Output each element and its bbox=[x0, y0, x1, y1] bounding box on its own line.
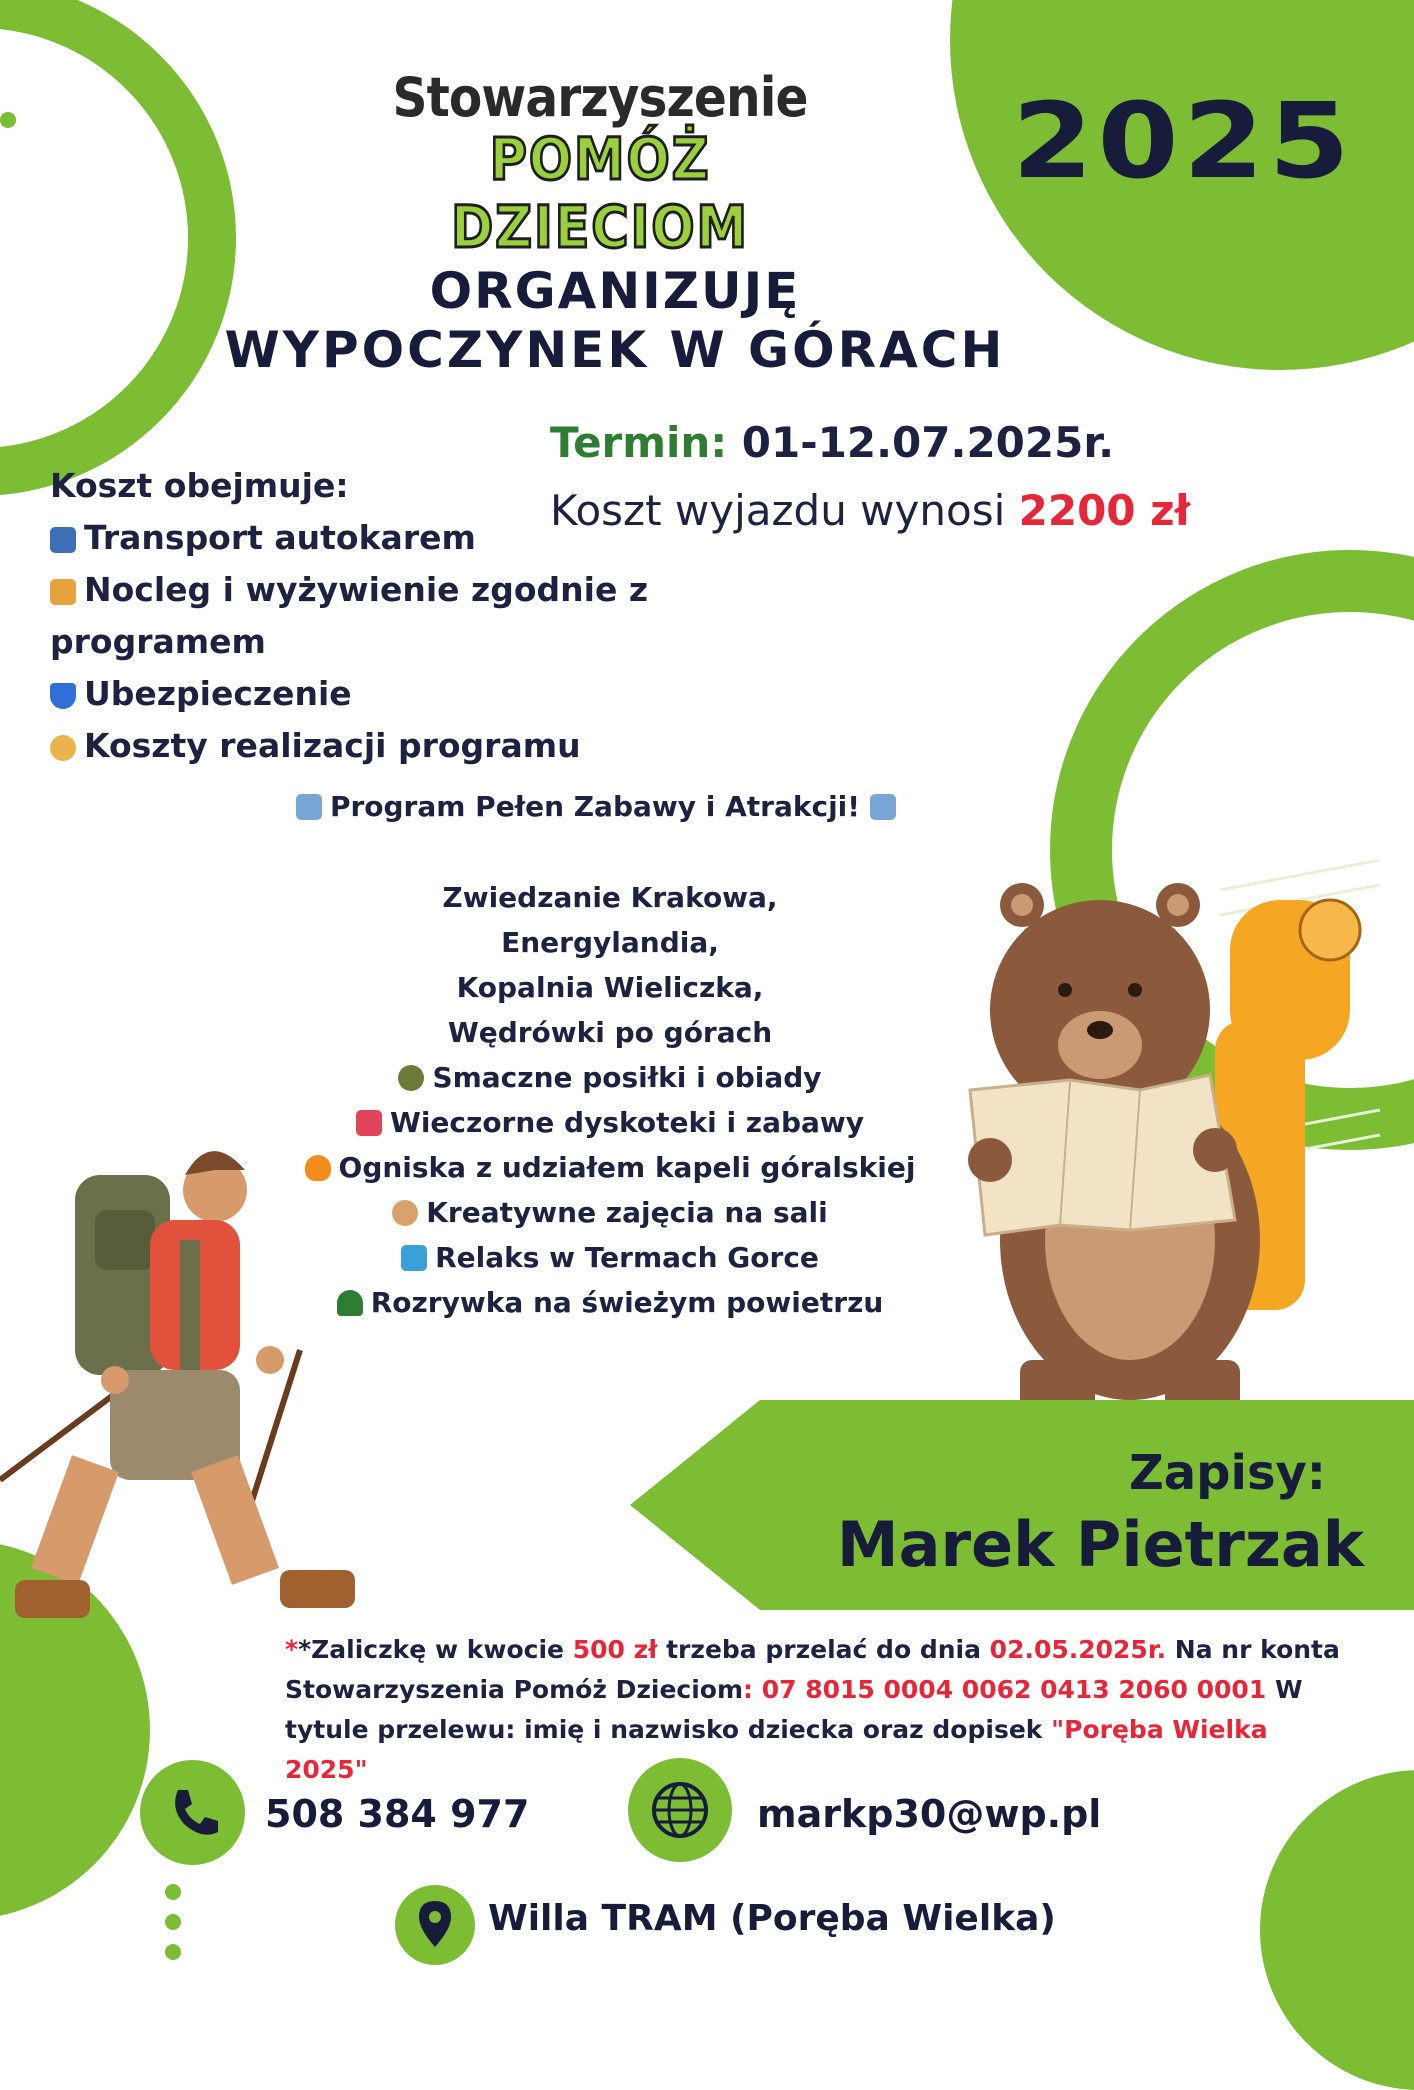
hotel-icon bbox=[50, 579, 76, 605]
term-dates: 01-12.07.2025r. bbox=[741, 418, 1115, 467]
org-name-line1: Stowarzyszenie bbox=[392, 66, 808, 129]
signup-label: Zapisy: bbox=[1128, 1445, 1326, 1501]
decor-circle-bottom-right bbox=[1260, 1770, 1414, 2090]
cost-heading: Koszt obejmuje: bbox=[50, 466, 349, 505]
location-icon-circle bbox=[395, 1885, 475, 1965]
palette-icon bbox=[392, 1200, 418, 1226]
cost-includes bbox=[50, 460, 650, 772]
program-item: Smaczne posiłki i obiady bbox=[210, 1055, 1010, 1100]
snowboarder-icon bbox=[296, 794, 322, 820]
deposit-amount: 500 zł bbox=[572, 1635, 658, 1664]
program-item: Zwiedzanie Krakowa, bbox=[442, 881, 778, 914]
price-text: Koszt wyjazdu wynosi bbox=[550, 486, 1006, 535]
program-item: Wieczorne dyskoteki i zabawy bbox=[210, 1100, 1010, 1145]
decor-dot bbox=[165, 1914, 181, 1930]
cost-item: Transport autokarem bbox=[50, 512, 650, 564]
program-title-row bbox=[200, 790, 1000, 823]
headline-line2: WYPOCZYNEK W GÓRACH bbox=[224, 321, 1006, 379]
bowl-icon bbox=[398, 1065, 424, 1091]
payment-note: **Zaliczkę w kwocie 500 zł trzeba przelać do dnia 02.05.2025r. Na nr konta Stowarzyszenia Pomóż Dzieciom: 07 8015 0004 0062 0413 2060 0001 W tytule przelewu: imię i nazwisko dziecka oraz dopisek "Poręba Wielka 2025" bbox=[285, 1635, 1340, 1784]
program-item: Kopalnia Wieliczka, bbox=[456, 971, 764, 1004]
cost-item: Nocleg i wyżywienie zgodnie z programem bbox=[50, 570, 649, 661]
org-name-line2: POMÓŻ DZIECIOM bbox=[451, 125, 749, 261]
globe-icon bbox=[628, 1758, 732, 1862]
headline bbox=[200, 262, 1030, 380]
decor-dot bbox=[165, 1944, 181, 1960]
program-item: Wędrówki po górach bbox=[447, 1016, 773, 1049]
bear-hiker-illustration bbox=[960, 860, 1380, 1420]
phone-link[interactable]: 508 384 977 bbox=[265, 1792, 530, 1836]
price-amount: 2200 zł bbox=[1018, 486, 1191, 535]
money-bag-icon bbox=[50, 735, 76, 761]
deposit-deadline: 02.05.2025r. bbox=[989, 1635, 1167, 1664]
cost-item: Ubezpieczenie bbox=[50, 668, 650, 720]
cost-item: Koszty realizacji programu bbox=[50, 720, 650, 772]
globe-icon-circle bbox=[628, 1758, 732, 1862]
year-label: 2025 bbox=[1012, 80, 1355, 202]
hiker-illustration bbox=[0, 1130, 380, 1630]
location-pin-icon bbox=[395, 1885, 475, 1965]
program-item: Energylandia, bbox=[501, 926, 719, 959]
decor-dot bbox=[165, 1884, 181, 1900]
swimmer-icon bbox=[401, 1245, 427, 1271]
note-asterisk: * bbox=[285, 1635, 299, 1664]
term-label: Termin: bbox=[550, 418, 728, 467]
snowboarder-icon bbox=[870, 794, 896, 820]
phone-icon-circle bbox=[140, 1760, 245, 1865]
shield-icon bbox=[50, 683, 76, 709]
program-title: Program Pełen Zabawy i Atrakcji! bbox=[329, 790, 861, 823]
transfer-title: "Poręba Wielka 2025" bbox=[285, 1715, 1268, 1784]
bank-account: : 07 8015 0004 0062 0413 2060 0001 bbox=[743, 1675, 1267, 1704]
program-item: Kreatywne zajęcia na sali bbox=[210, 1190, 1010, 1235]
decor-ring-top-left bbox=[0, 0, 236, 496]
program-item: Rozrywka na świeżym powietrzu bbox=[210, 1280, 1010, 1325]
headline-line1: ORGANIZUJĘ bbox=[429, 262, 801, 320]
email-link[interactable]: markp30@wp.pl bbox=[757, 1792, 1102, 1836]
bus-icon bbox=[50, 527, 76, 553]
org-logo bbox=[300, 66, 900, 261]
program-item: Ogniska z udziałem kapeli góralskiej bbox=[210, 1145, 1010, 1190]
program-item: Relaks w Termach Gorce bbox=[210, 1235, 1010, 1280]
phone-icon bbox=[140, 1760, 245, 1865]
location-text: Willa TRAM (Poręba Wielka) bbox=[488, 1898, 1056, 1939]
decor-dot bbox=[0, 112, 16, 128]
signup-name: Marek Pietrzak bbox=[836, 1508, 1364, 1581]
